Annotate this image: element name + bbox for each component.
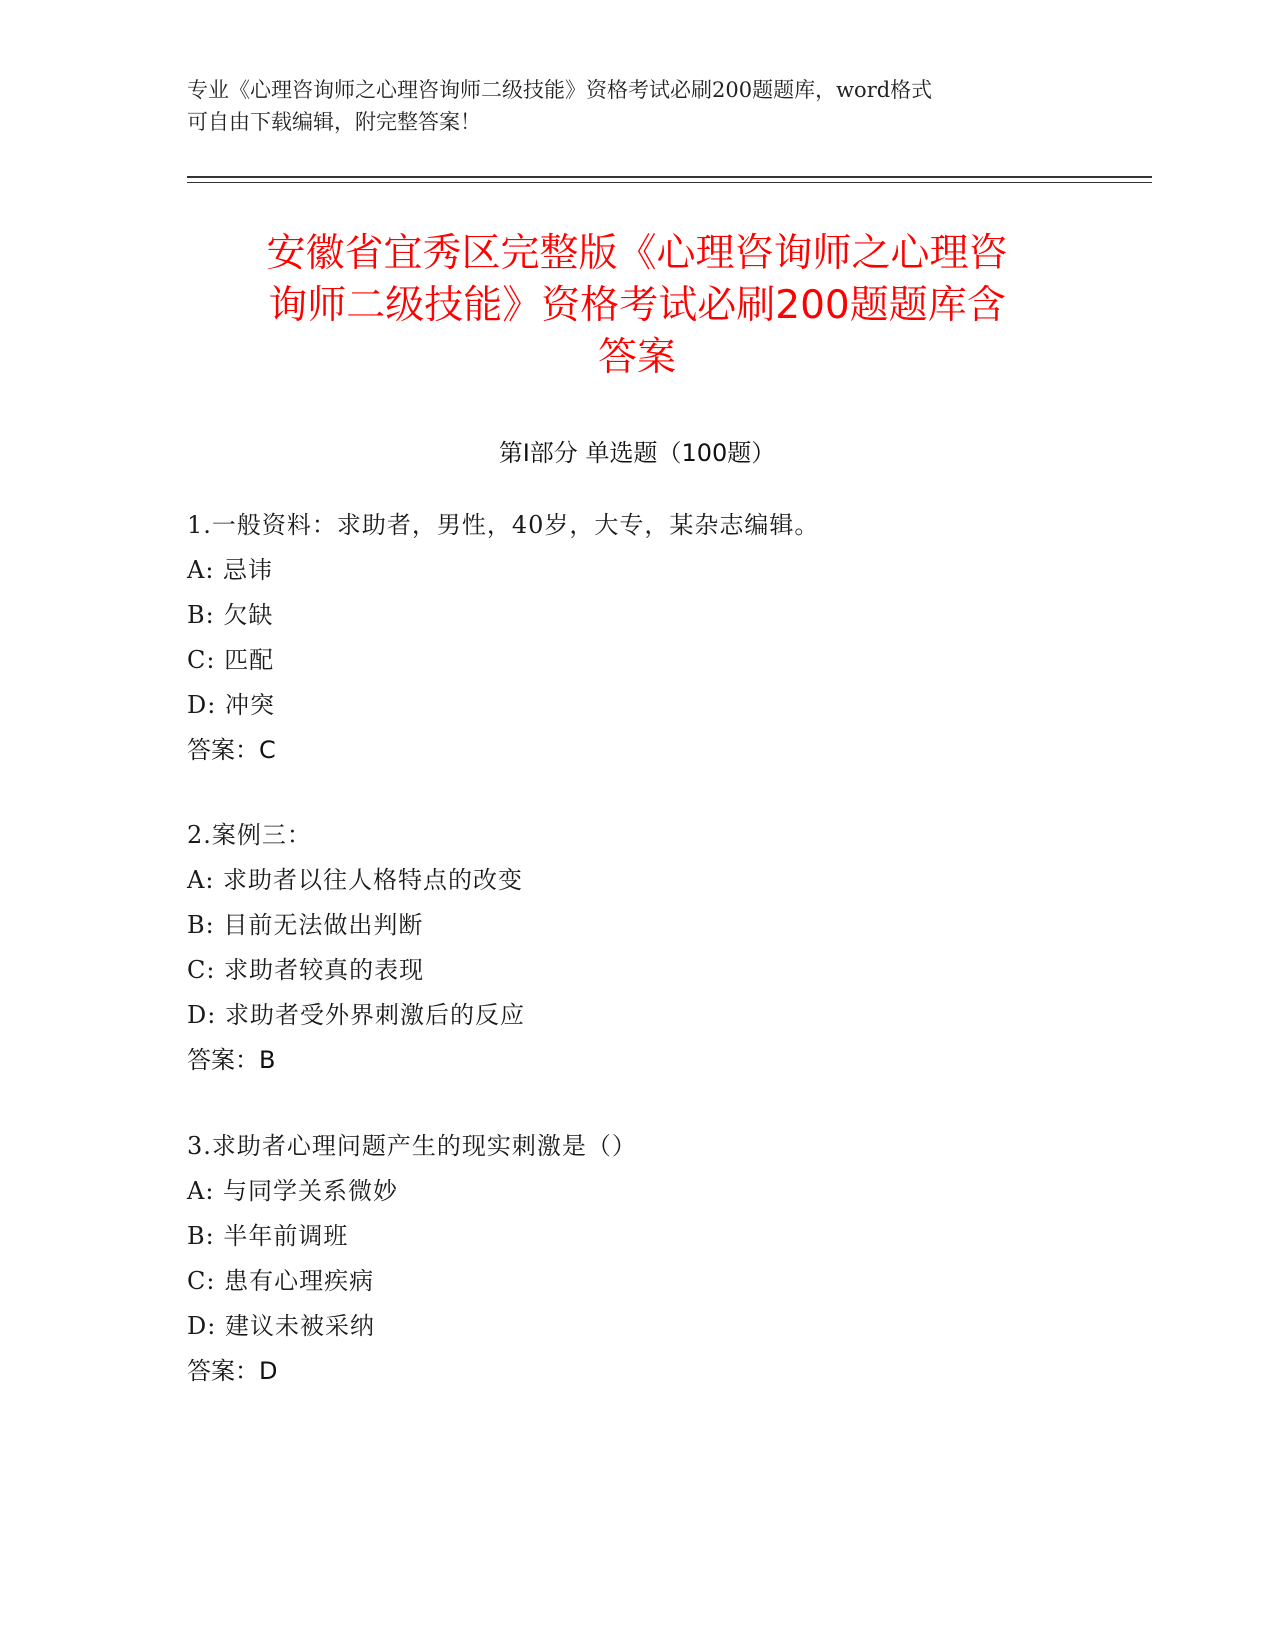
answer-line: 答案：C — [187, 736, 276, 764]
option-d: D: 求助者受外界刺激后的反应 — [187, 1001, 525, 1029]
option-c: C: 匹配 — [187, 646, 275, 674]
document-title — [187, 228, 1087, 384]
option-c: C: 患有心理疾病 — [187, 1267, 375, 1295]
header-note — [187, 74, 1087, 138]
option-a: A: 忌讳 — [187, 556, 274, 584]
header-divider-thick — [187, 176, 1152, 178]
option-a: A: 求助者以往人格特点的改变 — [187, 866, 524, 894]
answer-line: 答案：B — [187, 1046, 276, 1074]
question-1 — [187, 503, 1087, 773]
question-stem: 3.求助者心理问题产生的现实刺激是（） — [187, 1132, 637, 1160]
header-divider-thin — [187, 182, 1152, 183]
option-c: C: 求助者较真的表现 — [187, 956, 425, 984]
header-note-line-2: 可自由下载编辑，附完整答案！ — [187, 110, 481, 134]
question-2 — [187, 813, 1087, 1083]
answer-line: 答案：D — [187, 1357, 278, 1385]
section-title: 第Ⅰ部分 单选题（100题） — [498, 439, 776, 467]
question-3 — [187, 1124, 1087, 1394]
header-note-line-1: 专业《心理咨询师之心理咨询师二级技能》资格考试必刷200题题库，word格式 — [187, 78, 933, 102]
document-title-line-1: 安徽省宜秀区完整版《心理咨询师之心理咨 — [266, 231, 1008, 276]
option-b: B: 目前无法做出判断 — [187, 911, 424, 939]
option-d: D: 冲突 — [187, 691, 275, 719]
option-b: B: 欠缺 — [187, 601, 274, 629]
option-b: B: 半年前调班 — [187, 1222, 349, 1250]
document-title-line-3: 答案 — [597, 335, 676, 380]
option-d: D: 建议未被采纳 — [187, 1312, 375, 1340]
question-stem: 1.一般资料：求助者，男性，40岁，大专，某杂志编辑。 — [187, 511, 820, 539]
document-title-line-2: 询师二级技能》资格考试必刷200题题库含 — [268, 283, 1006, 328]
option-a: A: 与同学关系微妙 — [187, 1177, 399, 1205]
question-stem: 2.案例三： — [187, 821, 312, 849]
